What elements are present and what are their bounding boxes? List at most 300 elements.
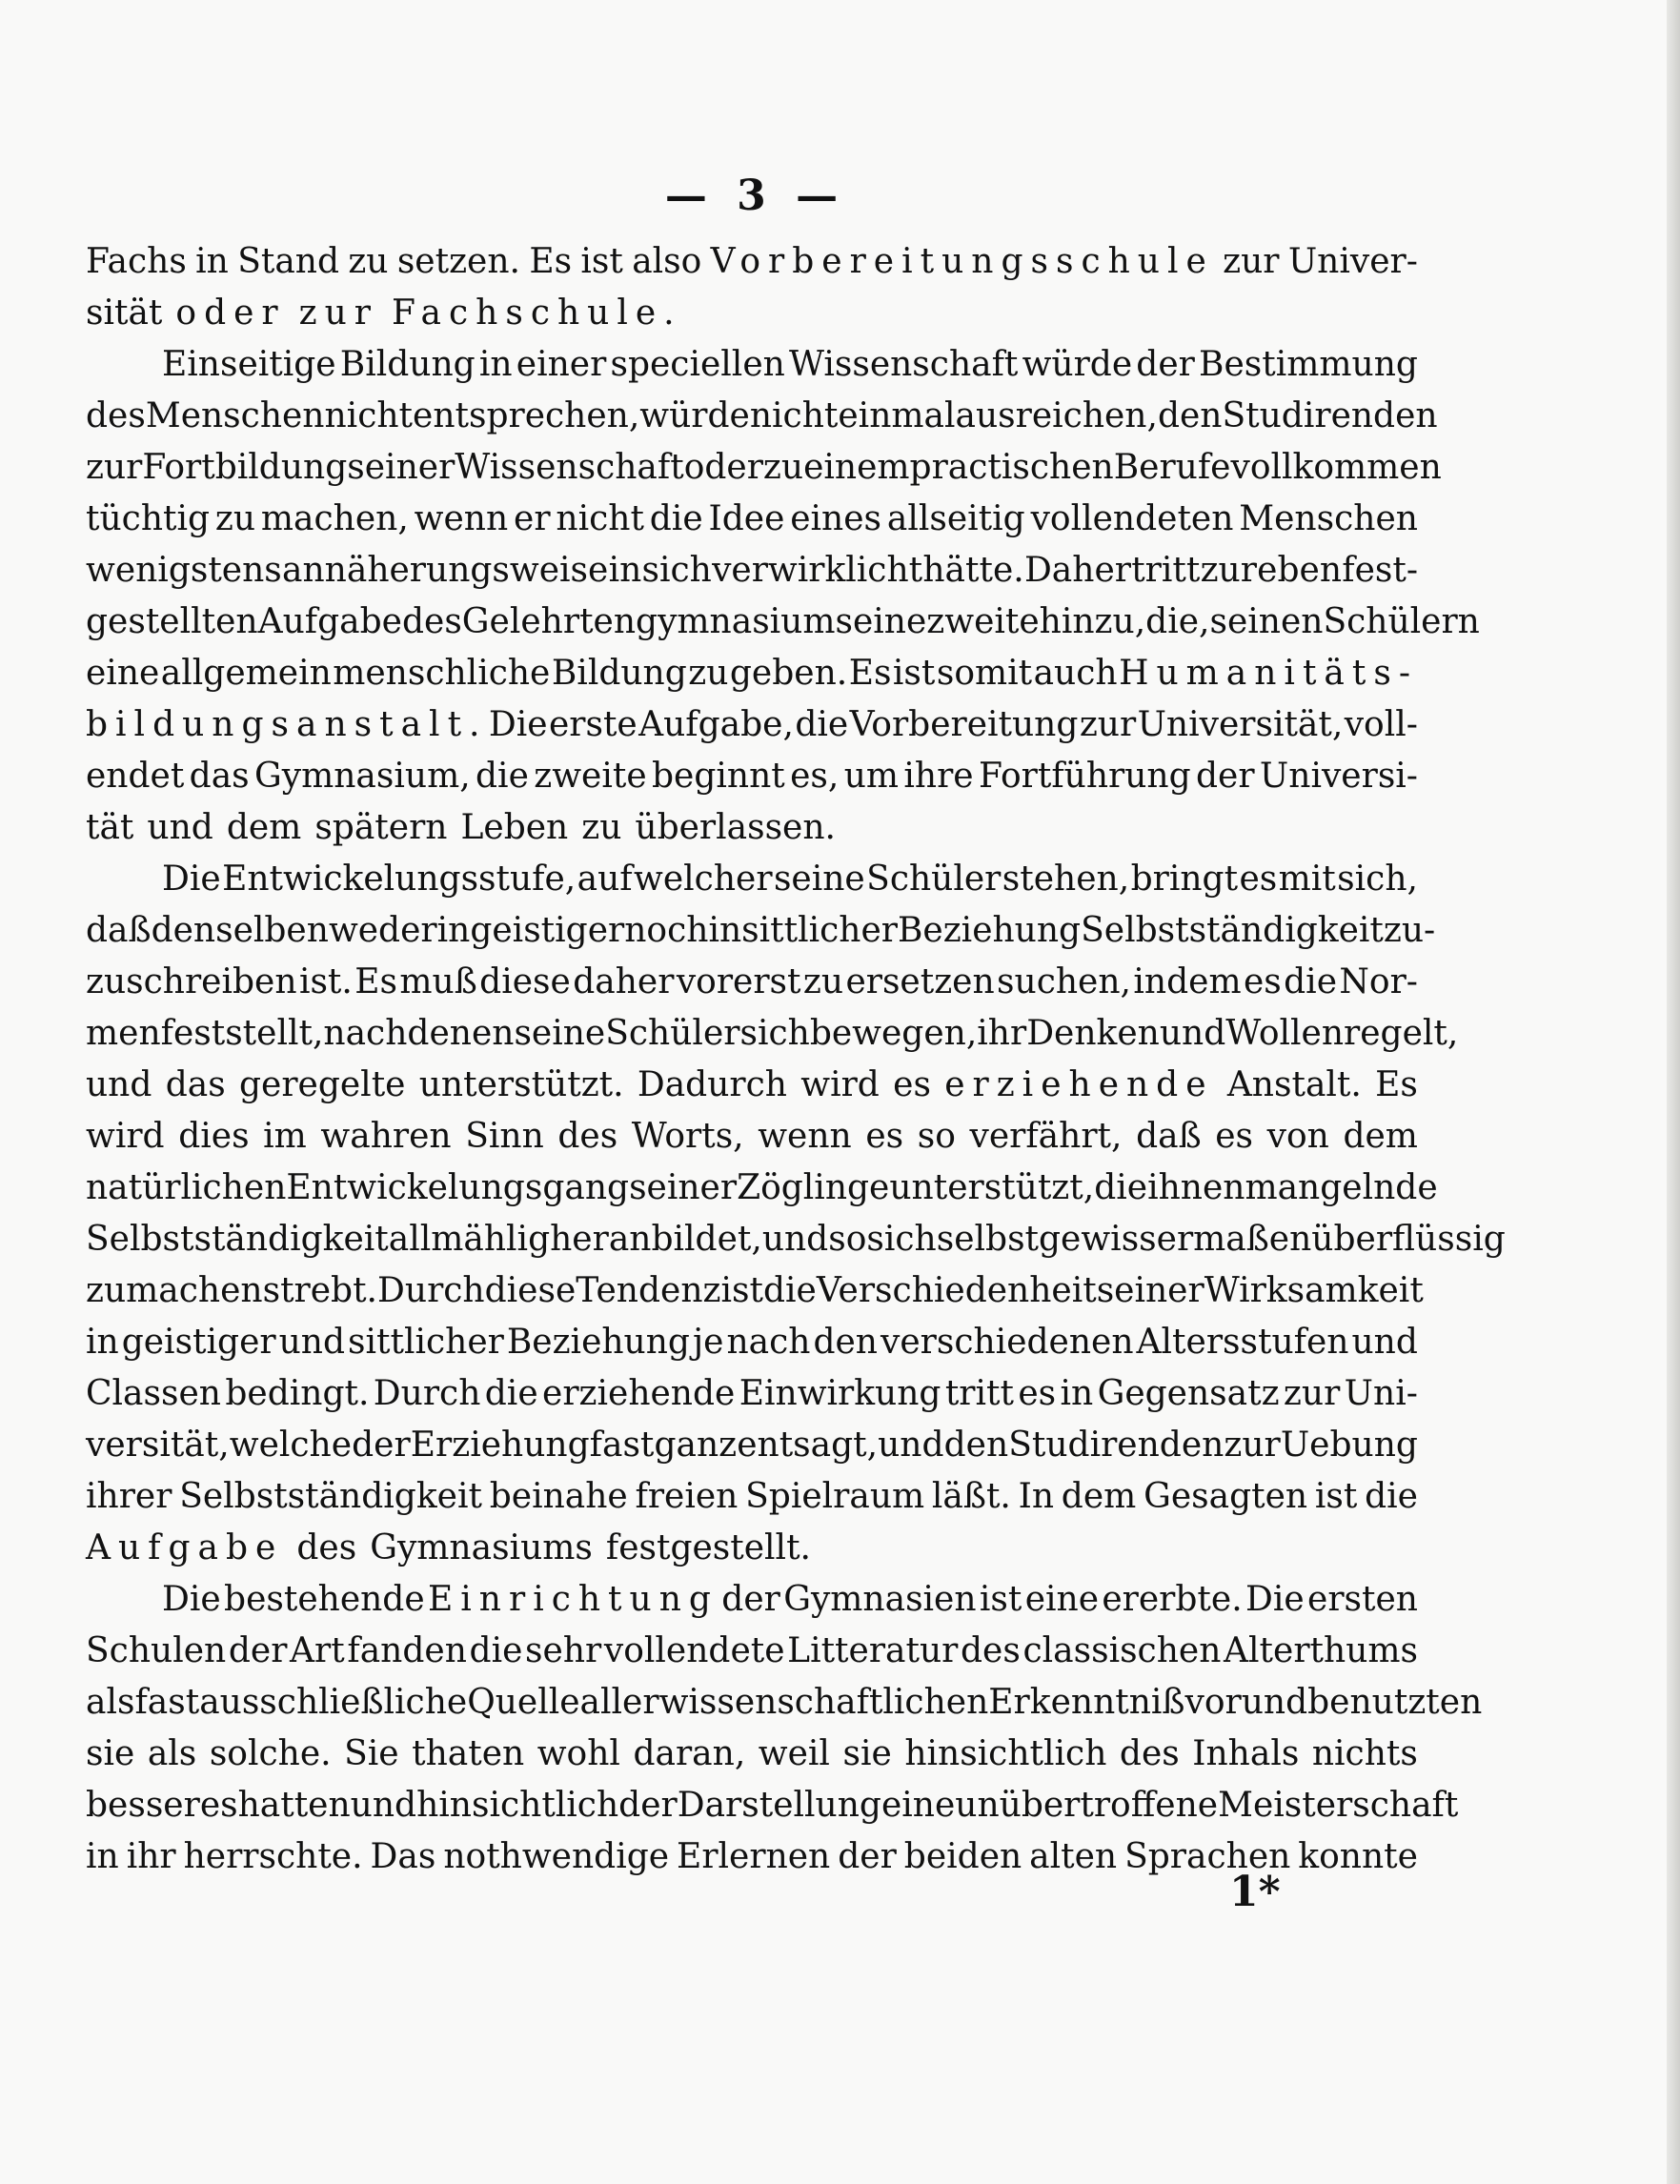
word: denen bbox=[407, 1014, 515, 1053]
word: Erkenntniß bbox=[988, 1683, 1185, 1722]
word: nicht bbox=[556, 499, 644, 538]
signature-mark: 1* bbox=[1229, 1868, 1281, 1916]
word: eben bbox=[1257, 551, 1343, 590]
word: festgestellt. bbox=[605, 1528, 811, 1567]
word: Erziehung bbox=[410, 1426, 590, 1465]
text-line bbox=[86, 545, 1418, 597]
word: zu bbox=[802, 962, 844, 1001]
word: herrschte. bbox=[183, 1837, 363, 1876]
word: nicht bbox=[324, 396, 414, 435]
word: zweite bbox=[534, 757, 647, 796]
word: fast bbox=[589, 1426, 655, 1465]
word: zu bbox=[688, 654, 729, 693]
word: wissenschaftlichen bbox=[658, 1683, 989, 1722]
word: einmal bbox=[838, 396, 956, 435]
word: und bbox=[878, 1426, 944, 1465]
word: Uebung bbox=[1280, 1426, 1418, 1465]
word: unterstützt. bbox=[418, 1065, 624, 1104]
word: hinsichtlich bbox=[904, 1734, 1107, 1773]
word: weder bbox=[328, 911, 437, 950]
word: ausschließliche bbox=[199, 1683, 468, 1722]
word: der bbox=[618, 1786, 678, 1825]
word: würde bbox=[1022, 345, 1133, 384]
word: eine bbox=[1024, 1580, 1100, 1619]
word: einem bbox=[803, 448, 910, 487]
word: hinzu, bbox=[1039, 602, 1146, 641]
word: Gegensatz bbox=[1097, 1374, 1280, 1413]
word: den bbox=[943, 1426, 1009, 1465]
word: nach bbox=[323, 1014, 408, 1053]
word: noch bbox=[624, 911, 709, 950]
word: überlassen. bbox=[635, 808, 836, 847]
text-line bbox=[86, 1368, 1418, 1420]
word: Fachschule. bbox=[392, 293, 682, 333]
word: um bbox=[843, 757, 900, 796]
word: ausreichen, bbox=[955, 396, 1158, 435]
word: stehen, bbox=[1002, 859, 1130, 899]
word: Sinn bbox=[465, 1117, 544, 1156]
word: in bbox=[708, 911, 742, 950]
text-line bbox=[86, 1420, 1418, 1471]
word: die bbox=[469, 1631, 523, 1670]
word: Es bbox=[1375, 1065, 1418, 1104]
word: also bbox=[632, 242, 702, 281]
word: Die bbox=[488, 705, 548, 744]
word: es bbox=[1018, 1374, 1057, 1413]
word: gewissermaßen bbox=[1039, 1220, 1312, 1259]
word: geistiger bbox=[470, 911, 625, 950]
word: spätern bbox=[314, 808, 448, 847]
word: Das bbox=[370, 1837, 436, 1876]
word: der bbox=[838, 1837, 897, 1876]
word: es bbox=[893, 1065, 931, 1104]
word: zuschreiben bbox=[86, 962, 297, 1001]
text-line bbox=[86, 802, 1418, 854]
word: voll- bbox=[1344, 705, 1418, 744]
word: gestellten bbox=[86, 602, 258, 641]
word: Leben bbox=[460, 808, 569, 847]
word: In bbox=[1018, 1477, 1055, 1516]
word: je bbox=[692, 1323, 724, 1362]
word: des bbox=[961, 1631, 1021, 1670]
word: fanden bbox=[347, 1631, 467, 1670]
word: beginnt bbox=[651, 757, 785, 796]
word: hätte. bbox=[922, 551, 1024, 590]
word: Wirksamkeit bbox=[1204, 1271, 1424, 1310]
word: auch bbox=[1033, 654, 1118, 693]
text-line bbox=[86, 1214, 1506, 1265]
word: Vorbereitungsschule bbox=[710, 242, 1214, 281]
word: machen, bbox=[260, 499, 409, 538]
word: Universi- bbox=[1259, 757, 1418, 796]
word: natürlichen bbox=[86, 1168, 287, 1207]
word: die bbox=[795, 705, 849, 744]
word: so bbox=[917, 1117, 956, 1156]
word: überflüssig bbox=[1311, 1220, 1506, 1259]
word: verwirklicht bbox=[712, 551, 923, 590]
word: erziehende bbox=[944, 1065, 1214, 1104]
word: es bbox=[1243, 962, 1282, 1001]
word: diese bbox=[484, 1271, 577, 1310]
word: Schüler bbox=[605, 1014, 740, 1053]
word: wenn bbox=[758, 1117, 852, 1156]
word: Bildung bbox=[339, 345, 476, 384]
word: nichts bbox=[1311, 1734, 1418, 1773]
word: eine bbox=[880, 1786, 956, 1825]
word: benutzten bbox=[1307, 1683, 1483, 1722]
word: Universität, bbox=[1137, 705, 1344, 744]
word: daher bbox=[573, 962, 675, 1001]
word: zur bbox=[298, 293, 378, 333]
word: der bbox=[228, 1631, 288, 1670]
text-line bbox=[86, 1265, 1424, 1317]
word: zur bbox=[1079, 705, 1137, 744]
text-line bbox=[86, 288, 1418, 339]
word: Fortführung bbox=[978, 757, 1191, 796]
word: in bbox=[86, 1323, 119, 1362]
word: Gymnasien bbox=[783, 1580, 977, 1619]
word: Es bbox=[354, 962, 397, 1001]
word: Die bbox=[162, 1580, 221, 1619]
word: konnte bbox=[1298, 1837, 1418, 1876]
word: setzen. bbox=[396, 242, 520, 281]
body-text bbox=[86, 236, 1506, 1883]
text-line bbox=[86, 957, 1418, 1008]
word: vollendete bbox=[603, 1631, 785, 1670]
word: Durch bbox=[373, 1374, 481, 1413]
word: Classen bbox=[86, 1374, 221, 1413]
word: Idee bbox=[708, 499, 785, 538]
word: Meisterschaft bbox=[1218, 1786, 1459, 1825]
word: und bbox=[147, 808, 213, 847]
word: Gymnasiums bbox=[370, 1528, 593, 1567]
word: bildungsanstalt. bbox=[86, 705, 488, 744]
word: als bbox=[147, 1734, 197, 1773]
word: bringt bbox=[1130, 859, 1239, 899]
word: Gesagten bbox=[1144, 1477, 1308, 1516]
word: Einrichtung bbox=[428, 1580, 719, 1619]
word: ihre bbox=[903, 757, 974, 796]
word: beiden bbox=[903, 1837, 1022, 1876]
text-line bbox=[86, 648, 1418, 699]
word: Beziehung bbox=[506, 1323, 690, 1362]
word: oder bbox=[175, 293, 286, 333]
word: ist bbox=[580, 242, 623, 281]
word: indem bbox=[1133, 962, 1242, 1001]
text-line bbox=[86, 1626, 1418, 1677]
word: unübertroffene bbox=[955, 1786, 1219, 1825]
word: zu bbox=[762, 448, 804, 487]
page-number: — 3 — bbox=[664, 172, 846, 220]
word: denselben bbox=[151, 911, 329, 950]
word: thaten bbox=[412, 1734, 525, 1773]
word: sehr bbox=[525, 1631, 602, 1670]
word: fast bbox=[134, 1683, 200, 1722]
word: Art bbox=[290, 1631, 345, 1670]
word: Gelehrtengymnasiums bbox=[461, 602, 853, 641]
word: Uni- bbox=[1344, 1374, 1418, 1413]
word: des bbox=[1119, 1734, 1180, 1773]
word: unterstützt, bbox=[889, 1168, 1095, 1207]
word: die bbox=[1094, 1168, 1148, 1207]
word: die bbox=[1365, 1477, 1418, 1516]
word: heranbildet, bbox=[550, 1220, 762, 1259]
word: tät bbox=[86, 808, 134, 847]
word: dem bbox=[226, 808, 302, 847]
word: menschliche bbox=[333, 654, 551, 693]
word: wenn bbox=[414, 499, 509, 538]
word: Dadurch bbox=[637, 1065, 787, 1104]
word: Stand bbox=[237, 242, 340, 281]
word: nach bbox=[726, 1323, 811, 1362]
word: wird bbox=[800, 1065, 880, 1104]
word: Studirenden bbox=[1008, 1426, 1225, 1465]
word: Erlernen bbox=[677, 1837, 831, 1876]
text-line bbox=[86, 1111, 1418, 1163]
word: zu bbox=[214, 499, 256, 538]
word: Wissenschaft bbox=[455, 448, 684, 487]
word: weil bbox=[758, 1734, 830, 1773]
word: Fachs bbox=[86, 242, 187, 281]
text-line bbox=[86, 236, 1418, 288]
word: als bbox=[86, 1683, 135, 1722]
word: Die bbox=[1245, 1580, 1305, 1619]
word: zu- bbox=[1383, 911, 1436, 950]
word: daran, bbox=[633, 1734, 746, 1773]
word: und bbox=[1159, 1014, 1226, 1053]
word: feststellt, bbox=[160, 1014, 324, 1053]
word: so bbox=[828, 1220, 867, 1259]
word: nothwendige bbox=[443, 1837, 670, 1876]
text-line bbox=[86, 1317, 1418, 1368]
word: erste bbox=[548, 705, 638, 744]
word: beinahe bbox=[489, 1477, 628, 1516]
word: wenigstens bbox=[86, 551, 282, 590]
word: hinsichtlich bbox=[416, 1786, 619, 1825]
word: Selbstständigkeit bbox=[1081, 911, 1384, 950]
word: Univer- bbox=[1287, 242, 1418, 281]
word: es bbox=[1215, 1117, 1254, 1156]
word: sich, bbox=[1337, 859, 1418, 899]
word: ererbte. bbox=[1102, 1580, 1243, 1619]
word: Verschiedenheit bbox=[816, 1271, 1097, 1310]
word: Wissenschaft bbox=[788, 345, 1019, 384]
word: Beziehung bbox=[897, 911, 1082, 950]
word: dem bbox=[1061, 1477, 1137, 1516]
word: Sie bbox=[344, 1734, 399, 1773]
word: fest- bbox=[1342, 551, 1418, 590]
word: Bestimmung bbox=[1199, 345, 1418, 384]
word: ersten bbox=[1307, 1580, 1418, 1619]
word: Entwickelungsgang bbox=[286, 1168, 630, 1207]
word: die bbox=[476, 757, 529, 796]
word: zur bbox=[1200, 551, 1257, 590]
word: freien bbox=[635, 1477, 739, 1516]
word: Einseitige bbox=[162, 345, 336, 384]
word: Menschen bbox=[145, 396, 325, 435]
word: somit bbox=[936, 654, 1033, 693]
text-line bbox=[86, 1574, 1418, 1626]
word: geben. bbox=[729, 654, 848, 693]
word: ist bbox=[892, 654, 936, 693]
word: practischen bbox=[909, 448, 1114, 487]
word: die bbox=[1284, 962, 1338, 1001]
word: und bbox=[350, 1786, 417, 1825]
word: in bbox=[1060, 1374, 1094, 1413]
word: seiner bbox=[1096, 1271, 1204, 1310]
word: Alterthums bbox=[1224, 1631, 1418, 1670]
text-line bbox=[86, 905, 1436, 957]
word: Es bbox=[529, 242, 573, 281]
word: selbst bbox=[936, 1220, 1040, 1259]
word: mit bbox=[1278, 859, 1336, 899]
word: es bbox=[1239, 859, 1278, 899]
word: seiner bbox=[629, 1168, 738, 1207]
word: Aufgabe bbox=[257, 602, 402, 641]
word: tüchtig bbox=[86, 499, 211, 538]
word: wahren bbox=[320, 1117, 452, 1156]
word: allseitig bbox=[886, 499, 1025, 538]
word: verschiedenen bbox=[880, 1323, 1134, 1362]
word: Die bbox=[162, 859, 221, 899]
word: ersetzen bbox=[845, 962, 995, 1001]
word: geistiger bbox=[121, 1323, 276, 1362]
word: versität, bbox=[86, 1426, 230, 1465]
word: ihrer bbox=[86, 1477, 172, 1516]
word: sittlicher bbox=[348, 1323, 504, 1362]
word: sie bbox=[842, 1734, 892, 1773]
word: den bbox=[813, 1323, 878, 1362]
word: zur bbox=[1224, 1426, 1281, 1465]
word: Wollen bbox=[1225, 1014, 1345, 1053]
word: daß bbox=[86, 911, 152, 950]
word: von bbox=[1266, 1117, 1329, 1156]
word: verfährt, bbox=[969, 1117, 1123, 1156]
word: welcher bbox=[634, 859, 773, 899]
text-line bbox=[86, 1523, 1418, 1574]
word: alten bbox=[1029, 1837, 1118, 1876]
word: einer bbox=[516, 345, 607, 384]
word: seinen bbox=[1209, 602, 1324, 641]
word: ihnen bbox=[1147, 1168, 1245, 1207]
word: und bbox=[761, 1220, 829, 1259]
word: besseres bbox=[86, 1786, 238, 1825]
word: sie bbox=[86, 1734, 135, 1773]
word: im bbox=[263, 1117, 307, 1156]
word: des bbox=[401, 602, 462, 641]
word: nicht bbox=[749, 396, 839, 435]
word: und bbox=[278, 1323, 346, 1362]
word: regelt, bbox=[1344, 1014, 1459, 1053]
word: wohl bbox=[536, 1734, 620, 1773]
word: allmählig bbox=[388, 1220, 551, 1259]
word: diese bbox=[479, 962, 571, 1001]
word: seiner bbox=[347, 448, 455, 487]
word: Selbstständigkeit bbox=[86, 1220, 389, 1259]
text-line bbox=[86, 442, 1442, 494]
text-line bbox=[86, 1831, 1418, 1883]
word: machen bbox=[126, 1271, 263, 1310]
word: und bbox=[86, 1065, 152, 1104]
word: tritt bbox=[944, 1374, 1014, 1413]
word: zur bbox=[1283, 1374, 1341, 1413]
word: vollkommen bbox=[1230, 448, 1442, 487]
word: eines bbox=[790, 499, 882, 538]
word: Litteratur bbox=[787, 1631, 959, 1670]
word: es, bbox=[790, 757, 840, 796]
word: es bbox=[865, 1117, 904, 1156]
word: ist bbox=[720, 1271, 763, 1310]
word: sittlicher bbox=[741, 911, 898, 950]
word: läßt. bbox=[931, 1477, 1011, 1516]
word: Spielraum bbox=[745, 1477, 925, 1516]
page-edge bbox=[1667, 0, 1680, 2184]
word: sich bbox=[739, 1014, 810, 1053]
word: der bbox=[721, 1580, 780, 1619]
word: Vorbereitung bbox=[849, 705, 1079, 744]
word: auf bbox=[577, 859, 633, 899]
text-line bbox=[86, 1780, 1459, 1831]
word: ist bbox=[979, 1580, 1022, 1619]
word: in bbox=[478, 345, 513, 384]
word: das bbox=[189, 757, 250, 796]
word: eine bbox=[852, 602, 927, 641]
word: oder bbox=[683, 448, 763, 487]
word: Es bbox=[848, 654, 892, 693]
word: tritt bbox=[1131, 551, 1201, 590]
word: den bbox=[1157, 396, 1223, 435]
word: zur bbox=[1223, 242, 1280, 281]
word: ihr bbox=[977, 1014, 1027, 1053]
word: entsprechen, bbox=[413, 396, 640, 435]
word: Tendenz bbox=[576, 1271, 721, 1310]
word: vorerst bbox=[676, 962, 801, 1001]
word: Altersstufen bbox=[1136, 1323, 1349, 1362]
word: würde bbox=[639, 396, 750, 435]
word: und bbox=[1351, 1323, 1418, 1362]
text-line bbox=[86, 494, 1418, 545]
word: die bbox=[649, 499, 703, 538]
word: Durch bbox=[377, 1271, 485, 1310]
word: seine bbox=[514, 1014, 606, 1053]
word: Humanitäts- bbox=[1119, 654, 1418, 693]
word: Schüler bbox=[866, 859, 1002, 899]
word: bedingt. bbox=[225, 1374, 370, 1413]
word: des bbox=[86, 396, 146, 435]
word: Entwickelungsstufe, bbox=[222, 859, 577, 899]
word: in bbox=[608, 551, 642, 590]
word: suchen, bbox=[997, 962, 1131, 1001]
text-line bbox=[86, 597, 1480, 648]
text-line bbox=[86, 699, 1418, 751]
word: zur bbox=[86, 448, 143, 487]
word: Darstellung bbox=[677, 1786, 881, 1825]
text-line bbox=[86, 391, 1438, 442]
word: Einwirkung bbox=[739, 1374, 941, 1413]
word: Aufgabe, bbox=[638, 705, 794, 744]
word: daß bbox=[1136, 1117, 1202, 1156]
word: Nor- bbox=[1339, 962, 1418, 1001]
word: die bbox=[484, 1374, 538, 1413]
word: wird bbox=[86, 1117, 165, 1156]
word: entsagt, bbox=[737, 1426, 879, 1465]
text-line bbox=[86, 1060, 1418, 1111]
word: allgemein bbox=[160, 654, 332, 693]
word: die, bbox=[1145, 602, 1210, 641]
word: Menschen bbox=[1239, 499, 1418, 538]
word: das bbox=[165, 1065, 226, 1104]
word: Inhals bbox=[1192, 1734, 1300, 1773]
